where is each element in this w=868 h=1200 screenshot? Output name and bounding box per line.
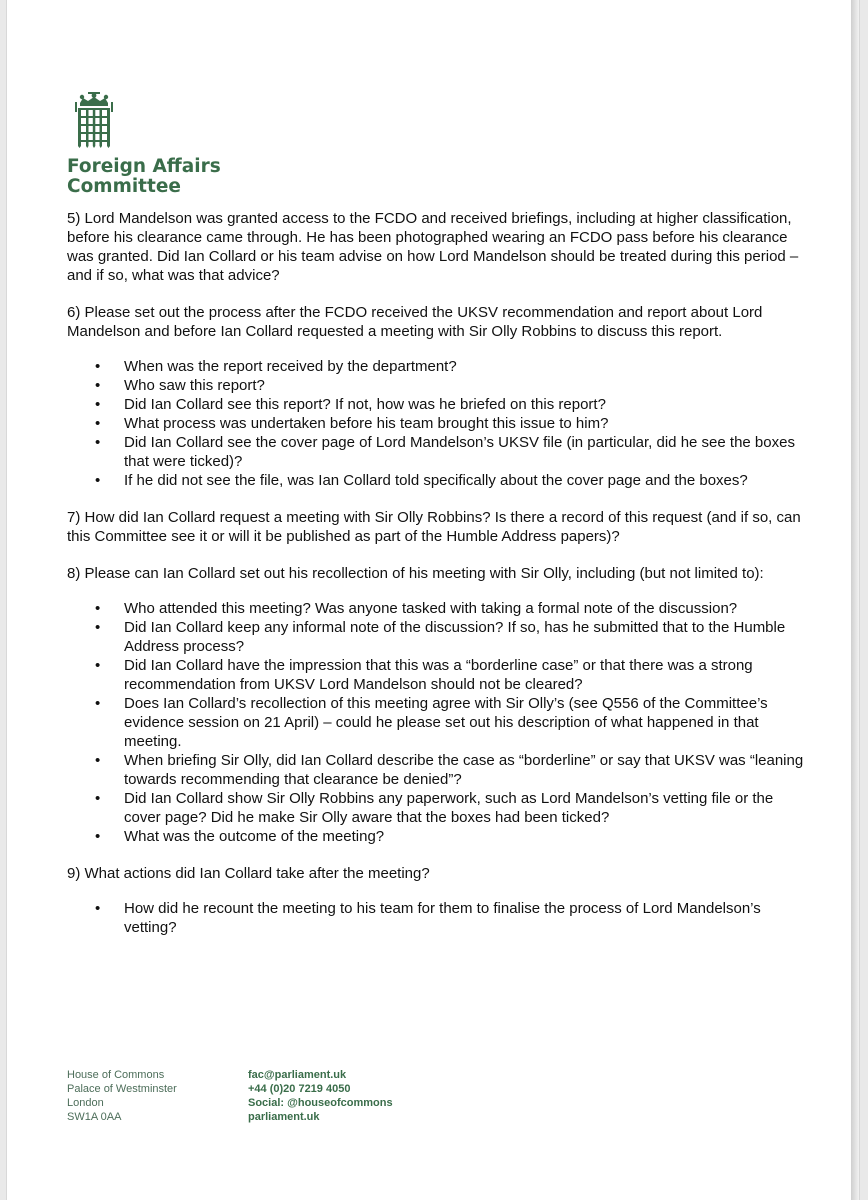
address-line: SW1A 0AA bbox=[67, 1111, 122, 1123]
list-item: • Who attended this meeting? Was anyone tasked with taking a formal note of the discussion? bbox=[67, 599, 812, 618]
committee-name-line2: Committee bbox=[67, 176, 181, 197]
question-9-bullets bbox=[67, 899, 812, 937]
contact-email: fac@parliament.uk bbox=[248, 1069, 347, 1081]
list-item: • If he did not see the file, was Ian Collard told specifically about the cover page and the boxes? bbox=[67, 471, 812, 490]
letter-body bbox=[67, 209, 812, 955]
question-8: 8) Please can Ian Collard set out his recollection of his meeting with Sir Olly, including (but not limited to): bbox=[67, 565, 764, 582]
portcullis-icon bbox=[71, 92, 117, 148]
list-item: • What process was undertaken before his team brought this issue to him? bbox=[67, 414, 812, 433]
address-line: Palace of Westminster bbox=[67, 1083, 177, 1095]
question-5: 5) Lord Mandelson was granted access to the FCDO and received briefings, including at higher classification, before his clearance came through. He has been photographed wearing an FCDO pass before his clearance was granted. Did Ian Collard or his team advise on how Lord Mandelson should be treated during this period – and if so, what was that advice? bbox=[67, 210, 799, 284]
document-page bbox=[6, 0, 860, 1200]
list-item: • Did Ian Collard have the impression that this was a “borderline case” or that there was a strong recommendation from UKSV Lord Mandelson should not be cleared? bbox=[67, 656, 812, 694]
list-item: • Did Ian Collard keep any informal note of the discussion? If so, has he submitted that to the Humble Address process? bbox=[67, 618, 812, 656]
contact-phone: +44 (0)20 7219 4050 bbox=[248, 1083, 351, 1095]
question-6: 6) Please set out the process after the FCDO received the UKSV recommendation and report about Lord Mandelson and before Ian Collard requested a meeting with Sir Olly Robbins to discuss this report. bbox=[67, 304, 763, 340]
committee-name bbox=[67, 157, 221, 197]
list-item: • When was the report received by the department? bbox=[67, 357, 812, 376]
question-8-bullets bbox=[67, 599, 812, 846]
list-item: • Who saw this report? bbox=[67, 376, 812, 395]
page-edge-shadow bbox=[851, 0, 859, 1200]
list-item: • Did Ian Collard see the cover page of Lord Mandelson’s UKSV file (in particular, did he see the boxes that were ticked)? bbox=[67, 433, 812, 471]
address-line: House of Commons bbox=[67, 1069, 165, 1081]
list-item: • When briefing Sir Olly, did Ian Collard describe the case as “borderline” or say that UKSV was “leaning towards recommending that clearance be denied”? bbox=[67, 751, 812, 789]
list-item: • Did Ian Collard see this report? If not, how was he briefed on this report? bbox=[67, 395, 812, 414]
list-item: • Does Ian Collard’s recollection of this meeting agree with Sir Olly’s (see Q556 of the Committee’s evidence session on 21 April) – could he please set out his description of what happened in that meeting. bbox=[67, 694, 812, 751]
list-item: • What was the outcome of the meeting? bbox=[67, 827, 812, 846]
committee-name-line1: Foreign Affairs bbox=[67, 156, 221, 177]
question-9: 9) What actions did Ian Collard take after the meeting? bbox=[67, 865, 430, 882]
footer-contact bbox=[248, 1068, 393, 1124]
question-6-bullets bbox=[67, 357, 812, 490]
address-line: London bbox=[67, 1097, 104, 1109]
list-item: • Did Ian Collard show Sir Olly Robbins any paperwork, such as Lord Mandelson’s vetting file or the cover page? Did he make Sir Olly aware that the boxes had been ticked? bbox=[67, 789, 812, 827]
footer-address bbox=[67, 1068, 177, 1124]
contact-website: parliament.uk bbox=[248, 1111, 320, 1123]
question-7: 7) How did Ian Collard request a meeting with Sir Olly Robbins? Is there a record of this request (and if so, can this Committee see it or will it be published as part of the Humble Address papers)? bbox=[67, 509, 801, 545]
contact-social: Social: @houseofcommons bbox=[248, 1097, 393, 1109]
list-item: • How did he recount the meeting to his team for them to finalise the process of Lord Mandelson’s vetting? bbox=[67, 899, 812, 937]
